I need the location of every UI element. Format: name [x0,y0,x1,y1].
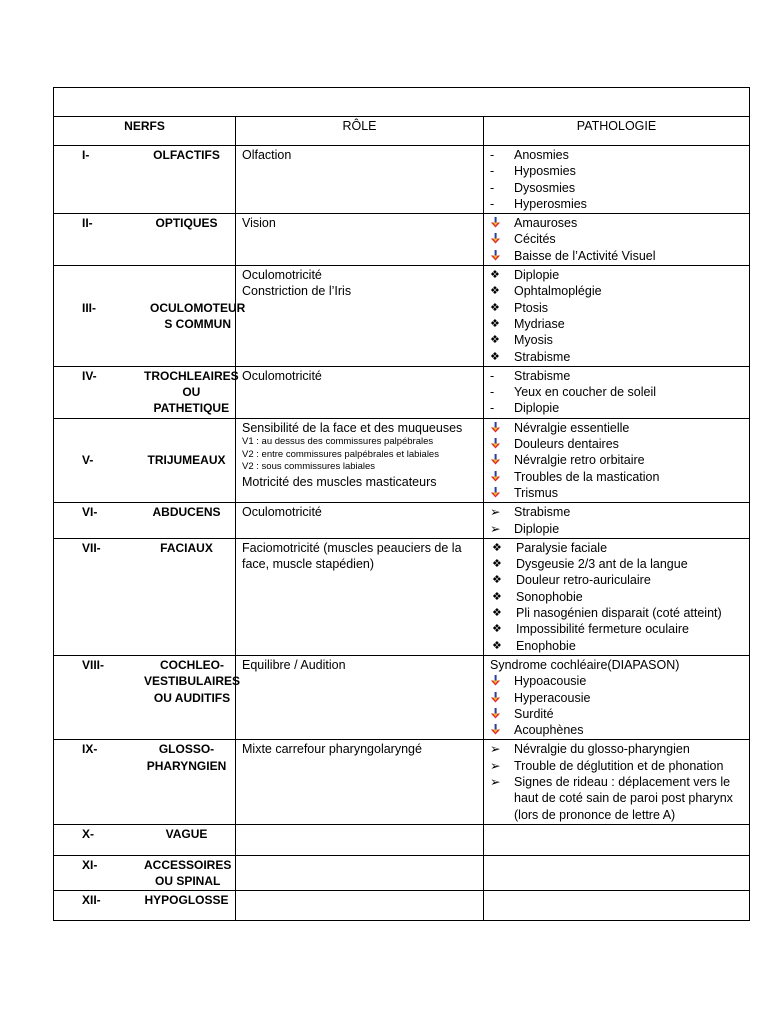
dash-bullet: - [490,164,495,179]
role-cell [236,740,484,824]
nerve-number: VII- [82,540,101,555]
list-item: Douleurs dentaires [490,436,743,452]
list-item: Hyperacousie [490,690,743,706]
table-row [54,366,750,418]
list-item: - Yeux en coucher de soleil [490,385,656,400]
dash-bullet: - [490,180,495,195]
list-item: ➢ Diplopie [490,521,560,536]
nerve-number: I- [82,148,90,162]
list-item: Amauroses [490,215,743,231]
role-subtext: V2 : sous commissures labiales [242,461,376,473]
diamond-bullet-icon: ❖ [490,350,500,363]
nerve-name: TROCHLEAIRES OU PATHETIQUE [144,368,239,416]
nerve-number: V- [82,453,94,468]
list-item: Surdité [490,706,743,722]
dash-bullet: - [490,368,495,383]
nerve-cell [54,503,236,539]
nerve-number: III- [82,300,96,315]
list-item: ❖ Strabisme [490,349,571,364]
list-item: ❖ Impossibilité fermeture oculaire [492,622,689,637]
role-cell [236,266,484,367]
list-item: ❖ Enophobie [492,638,576,653]
nerve-cell [54,740,236,824]
diamond-bullet-icon: ❖ [492,558,502,571]
arrow-down-icon [490,675,501,686]
nerve-name: HYPOGLOSSE [144,893,229,908]
nerve-cell [54,891,236,921]
pathology-cell [484,214,750,266]
role-cell [236,146,484,214]
header-nerfs: NERFS [54,117,236,146]
header-pathologie: PATHOLOGIE [484,117,750,146]
diamond-bullet-icon: ❖ [490,334,500,347]
table-row [54,214,750,266]
list-item: ❖ Diplopie [490,268,560,283]
nerve-name: TRIJUMEAUX [147,453,226,468]
role-text: Sensibilité de la face et des muqueuses [242,420,463,435]
pathology-cell [484,891,750,921]
nerve-number: XI- [82,857,98,872]
role-cell [236,655,484,739]
pathology-cell [484,855,750,891]
role-cell [236,824,484,855]
table-row [54,740,750,824]
nerve-number: VI- [82,505,98,520]
table-title-row [54,88,750,117]
list-item: Névralgie essentielle [490,420,743,436]
pathology-cell [484,538,750,655]
list-item: - Hyposmies [490,164,576,179]
header-role: RÔLE [236,117,484,146]
arrowhead-bullet-icon: ➢ [490,505,501,520]
nerve-cell [54,214,236,266]
nerve-name: FACIAUX [160,540,213,555]
list-item: ❖ Douleur retro-auriculaire [492,573,651,588]
arrow-down-icon [490,454,501,465]
role-text: Olfaction [242,148,292,162]
arrow-down-icon [490,217,501,228]
list-item: Hypoacousie [490,673,743,689]
list-item: ➢ Signes de rideau : déplacement vers le haut de coté sain de paroi post pharynx (lors de prononce de lettre A) [490,774,733,822]
list-item: ❖ Dysgeusie 2/3 ant de la langue [492,557,688,572]
arrowhead-bullet-icon: ➢ [490,521,501,536]
pathology-cell [484,740,750,824]
role-cell [236,418,484,502]
list-item: - Dysosmies [490,180,576,195]
role-text: Vision [242,216,276,231]
role-text: Equilibre / Audition [242,657,346,672]
arrow-down-icon [490,422,501,433]
nerve-name: ABDUCENS [152,505,221,520]
nerve-number: XII- [82,893,101,908]
nerve-name: VAGUE [165,826,208,841]
diamond-bullet-icon: ❖ [490,285,500,298]
arrow-down-icon [490,250,501,261]
arrow-down-icon [490,708,501,719]
diamond-bullet-icon: ❖ [492,639,502,652]
pathology-cell [484,418,750,502]
table-row [54,503,750,539]
nerve-name: ACCESSOIRES OU SPINAL [144,857,232,889]
diamond-bullet-icon: ❖ [492,607,502,620]
arrowhead-bullet-icon: ➢ [490,758,501,773]
table-row [54,891,750,921]
nerve-number: X- [82,826,94,841]
role-text: Oculomotricité [242,368,322,383]
pathology-cell [484,503,750,539]
table-row [54,655,750,739]
table-header-row [54,117,750,146]
list-item: Troubles de la mastication [490,469,743,485]
role-text: Motricité des muscles masticateurs [242,474,437,489]
diamond-bullet-icon: ❖ [492,623,502,636]
role-subtext: V2 : entre commissures palpébrales et labiales [242,448,439,460]
list-item: - Anosmies [490,148,569,162]
nerve-number: II- [82,216,93,231]
dash-bullet: - [490,385,495,400]
empty-title-cell [54,88,750,117]
role-cell [236,214,484,266]
nerve-cell [54,855,236,891]
dash-bullet: - [490,196,495,211]
role-cell [236,855,484,891]
diamond-bullet-icon: ❖ [490,269,500,282]
list-item: - Strabisme [490,368,571,383]
dash-bullet: - [490,148,495,162]
role-text: Oculomotricité [242,505,322,520]
arrow-down-icon [490,471,501,482]
nerve-cell [54,146,236,214]
nerve-name: GLOSSO-PHARYNGIEN [146,742,227,773]
list-item: ➢ Strabisme [490,505,571,520]
list-item: - Hyperosmies [490,196,587,211]
nerve-name: COCHLEO-VESTIBULAIRES OU AUDITIFS [144,657,241,705]
nerve-cell [54,824,236,855]
arrow-down-icon [490,487,501,498]
role-cell [236,366,484,418]
nerve-name: OPTIQUES [155,216,218,231]
list-item: ❖ Ptosis [490,300,549,315]
table-row [54,418,750,502]
table-row [54,824,750,855]
nerve-cell [54,655,241,739]
list-item: ❖ Paralysie faciale [492,540,608,555]
list-item: ❖ Mydriase [490,316,565,331]
nerve-cell [54,538,236,655]
pathology-cell [484,366,750,418]
diamond-bullet-icon: ❖ [492,574,502,587]
diamond-bullet-icon: ❖ [490,317,500,330]
role-text: Constriction de l’Iris [242,284,352,299]
table-row [54,266,750,367]
pathology-title: Syndrome cochléaire(DIAPASON) [490,657,680,672]
arrow-down-icon [490,692,501,703]
nerve-number: IX- [82,742,98,757]
list-item: Trismus [490,485,743,501]
role-text: Faciomotricité (muscles peauciers de la face, muscle stapédien) [242,540,462,572]
diamond-bullet-icon: ❖ [490,301,500,314]
list-item: ❖ Sonophobie [492,589,583,604]
nerve-number: IV- [82,368,97,383]
arrow-down-icon [490,724,501,735]
pathology-cell [484,655,750,739]
role-text: Mixte carrefour pharyngolaryngé [242,742,422,757]
arrow-down-icon [490,233,501,244]
list-item: Névralgie retro orbitaire [490,452,743,468]
role-cell [236,503,484,539]
pathology-cell [484,146,750,214]
list-item: ➢ Trouble de déglutition et de phonation [490,758,724,773]
role-subtext: V1 : au dessus des commissures palpébrales [242,436,434,448]
pathology-cell [484,266,750,367]
table-row [54,538,750,655]
diamond-bullet-icon: ❖ [492,541,502,554]
list-item: ➢ Névralgie du glosso-pharyngien [490,742,690,757]
list-item: ❖ Pli nasogénien disparait (coté atteint) [492,606,722,621]
role-cell [236,891,484,921]
list-item: ❖ Ophtalmoplégie [490,284,602,299]
table-row [54,146,750,214]
pathology-cell [484,824,750,855]
nerve-cell [54,266,246,367]
nerve-name: OCULOMOTEUR S COMMUN [150,300,246,331]
nerve-name: OLFACTIFS [153,148,220,162]
list-item: Cécités [490,231,743,247]
nerve-cell [54,418,236,502]
role-cell [236,538,484,655]
list-item: - Diplopie [490,401,560,416]
list-item: Baisse de l’Activité Visuel [490,248,743,264]
arrowhead-bullet-icon: ➢ [490,774,501,789]
list-item: Acouphènes [490,722,743,738]
role-text: Oculomotricité [242,268,322,283]
nerve-number: VIII- [82,657,105,672]
dash-bullet: - [490,401,495,416]
table-row [54,855,750,891]
list-item: ❖ Myosis [490,333,553,348]
nerve-cell [54,366,239,418]
diamond-bullet-icon: ❖ [492,590,502,603]
cranial-nerves-table [53,87,750,921]
arrowhead-bullet-icon: ➢ [490,742,501,757]
arrow-down-icon [490,438,501,449]
